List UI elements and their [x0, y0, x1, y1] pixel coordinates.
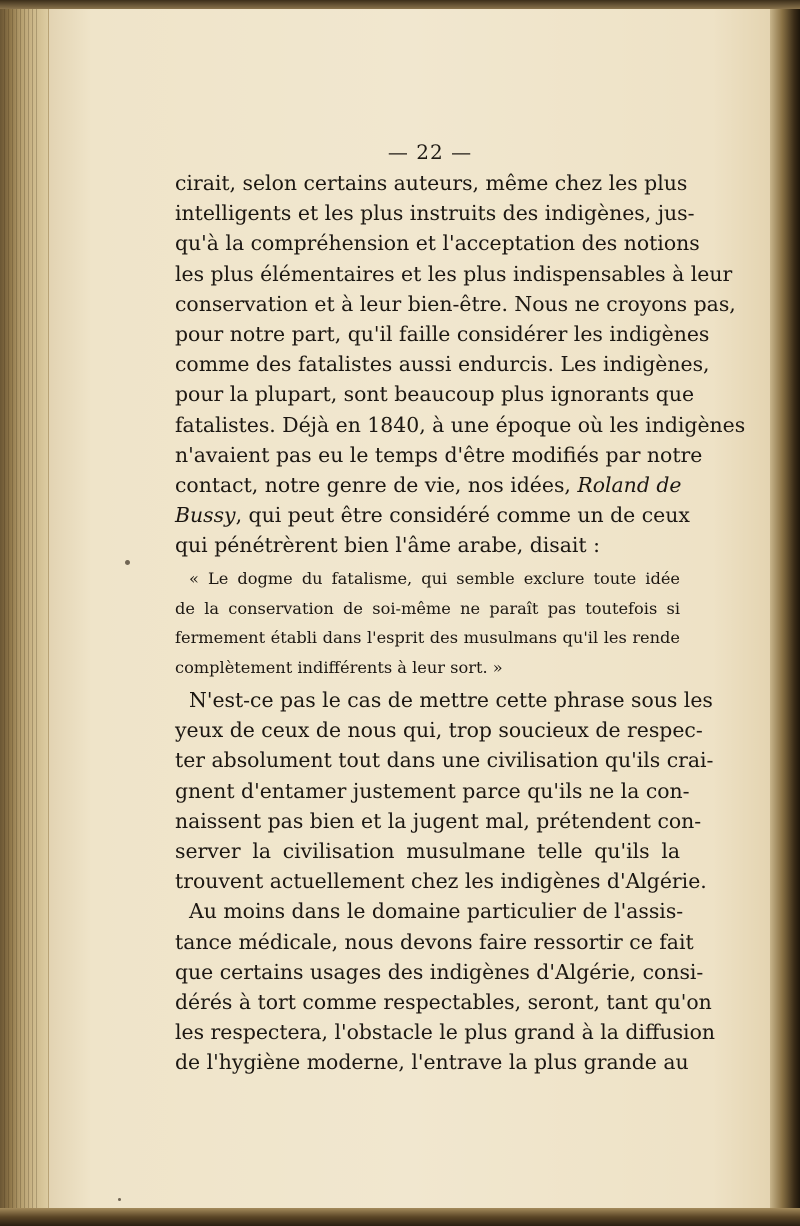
- quote-line: complètement indifférents à leur sort. »: [175, 657, 503, 677]
- text-line: comme des fatalistes aussi endurcis. Les indigènes,: [175, 352, 710, 377]
- page-number: — 22 —: [387, 140, 473, 164]
- text-line: ter absolument tout dans une civilisation qu'ils crai-: [175, 748, 714, 773]
- text-line: naissent pas bien et la jugent mal, prétendent con-: [175, 808, 702, 833]
- author-surname: Bussy: [175, 503, 236, 528]
- book-binding: [0, 0, 49, 1226]
- text-line: dérés à tort comme respectables, seront, tant qu'on: [175, 989, 712, 1014]
- text-line: n'avaient pas eu le temps d'être modifiés par notre: [175, 442, 703, 467]
- quote-line: fermement établi dans l'esprit des musulmans qu'il les rende: [175, 628, 680, 648]
- block-quote: [175, 564, 680, 682]
- text-line: conservation et à leur bien-être. Nous ne croyons pas,: [175, 291, 736, 316]
- page-edge-top: [0, 0, 800, 9]
- quote-line: de la conservation de soi-même ne paraît pas toutefois si: [175, 598, 680, 618]
- paragraph-1: [175, 168, 746, 560]
- text-line: de l'hygiène moderne, l'entrave la plus grande au: [175, 1050, 689, 1075]
- page-edge-right: [770, 0, 800, 1226]
- text-line: server la civilisation musulmane telle qu'ils la: [175, 838, 680, 863]
- text-line: tance médicale, nous devons faire ressortir ce fait: [175, 929, 694, 954]
- text-line: que certains usages des indigènes d'Algérie, consi-: [175, 959, 704, 984]
- text-line: Bussy, qui peut être considéré comme un de ceux: [175, 503, 690, 528]
- text-line: [175, 470, 680, 500]
- author-name: Roland de: [577, 472, 682, 497]
- text-line: pour notre part, qu'il faille considérer les indigènes: [175, 321, 710, 346]
- text-line: intelligents et les plus instruits des indigènes, jus-: [175, 201, 695, 226]
- quote-line: « Le dogme du fatalisme, qui semble exclure toute idée: [189, 569, 680, 589]
- paragraph-3: [175, 896, 715, 1077]
- text-line: qu'à la compréhension et l'acceptation des notions: [175, 231, 700, 256]
- text-line: pour la plupart, sont beaucoup plus ignorants que: [175, 382, 695, 407]
- body-text: [175, 168, 746, 1077]
- binding-texture: [4, 0, 40, 1226]
- text-line: Au moins dans le domaine particulier de l'assis-: [189, 899, 684, 924]
- text-line: cirait, selon certains auteurs, même chez les plus: [175, 171, 688, 195]
- page-edge-bottom: [0, 1208, 800, 1226]
- text-line: qui pénétrèrent bien l'âme arabe, disait :: [175, 533, 600, 558]
- text-line: gnent d'entamer justement parce qu'ils ne la con-: [175, 778, 690, 803]
- paragraph-2: [175, 685, 714, 896]
- text-line: yeux de ceux de nous qui, trop soucieux de respec-: [175, 718, 703, 743]
- text-line: fatalistes. Déjà en 1840, à une époque où les indigènes: [175, 412, 746, 437]
- ink-speck: [118, 1198, 121, 1201]
- text-line: trouvent actuellement chez les indigènes d'Algérie.: [175, 869, 707, 894]
- text-line: les respectera, l'obstacle le plus grand à la diffusion: [175, 1020, 715, 1045]
- text-line: les plus élémentaires et les plus indispensables à leur: [175, 261, 733, 286]
- text-fragment: qui peut être considéré comme un de ceux: [248, 503, 690, 528]
- text-line: N'est-ce pas le cas de mettre cette phrase sous les: [189, 688, 713, 712]
- ink-speck: [125, 560, 130, 565]
- text-fragment: contact, notre genre de vie, nos idées,: [175, 472, 571, 497]
